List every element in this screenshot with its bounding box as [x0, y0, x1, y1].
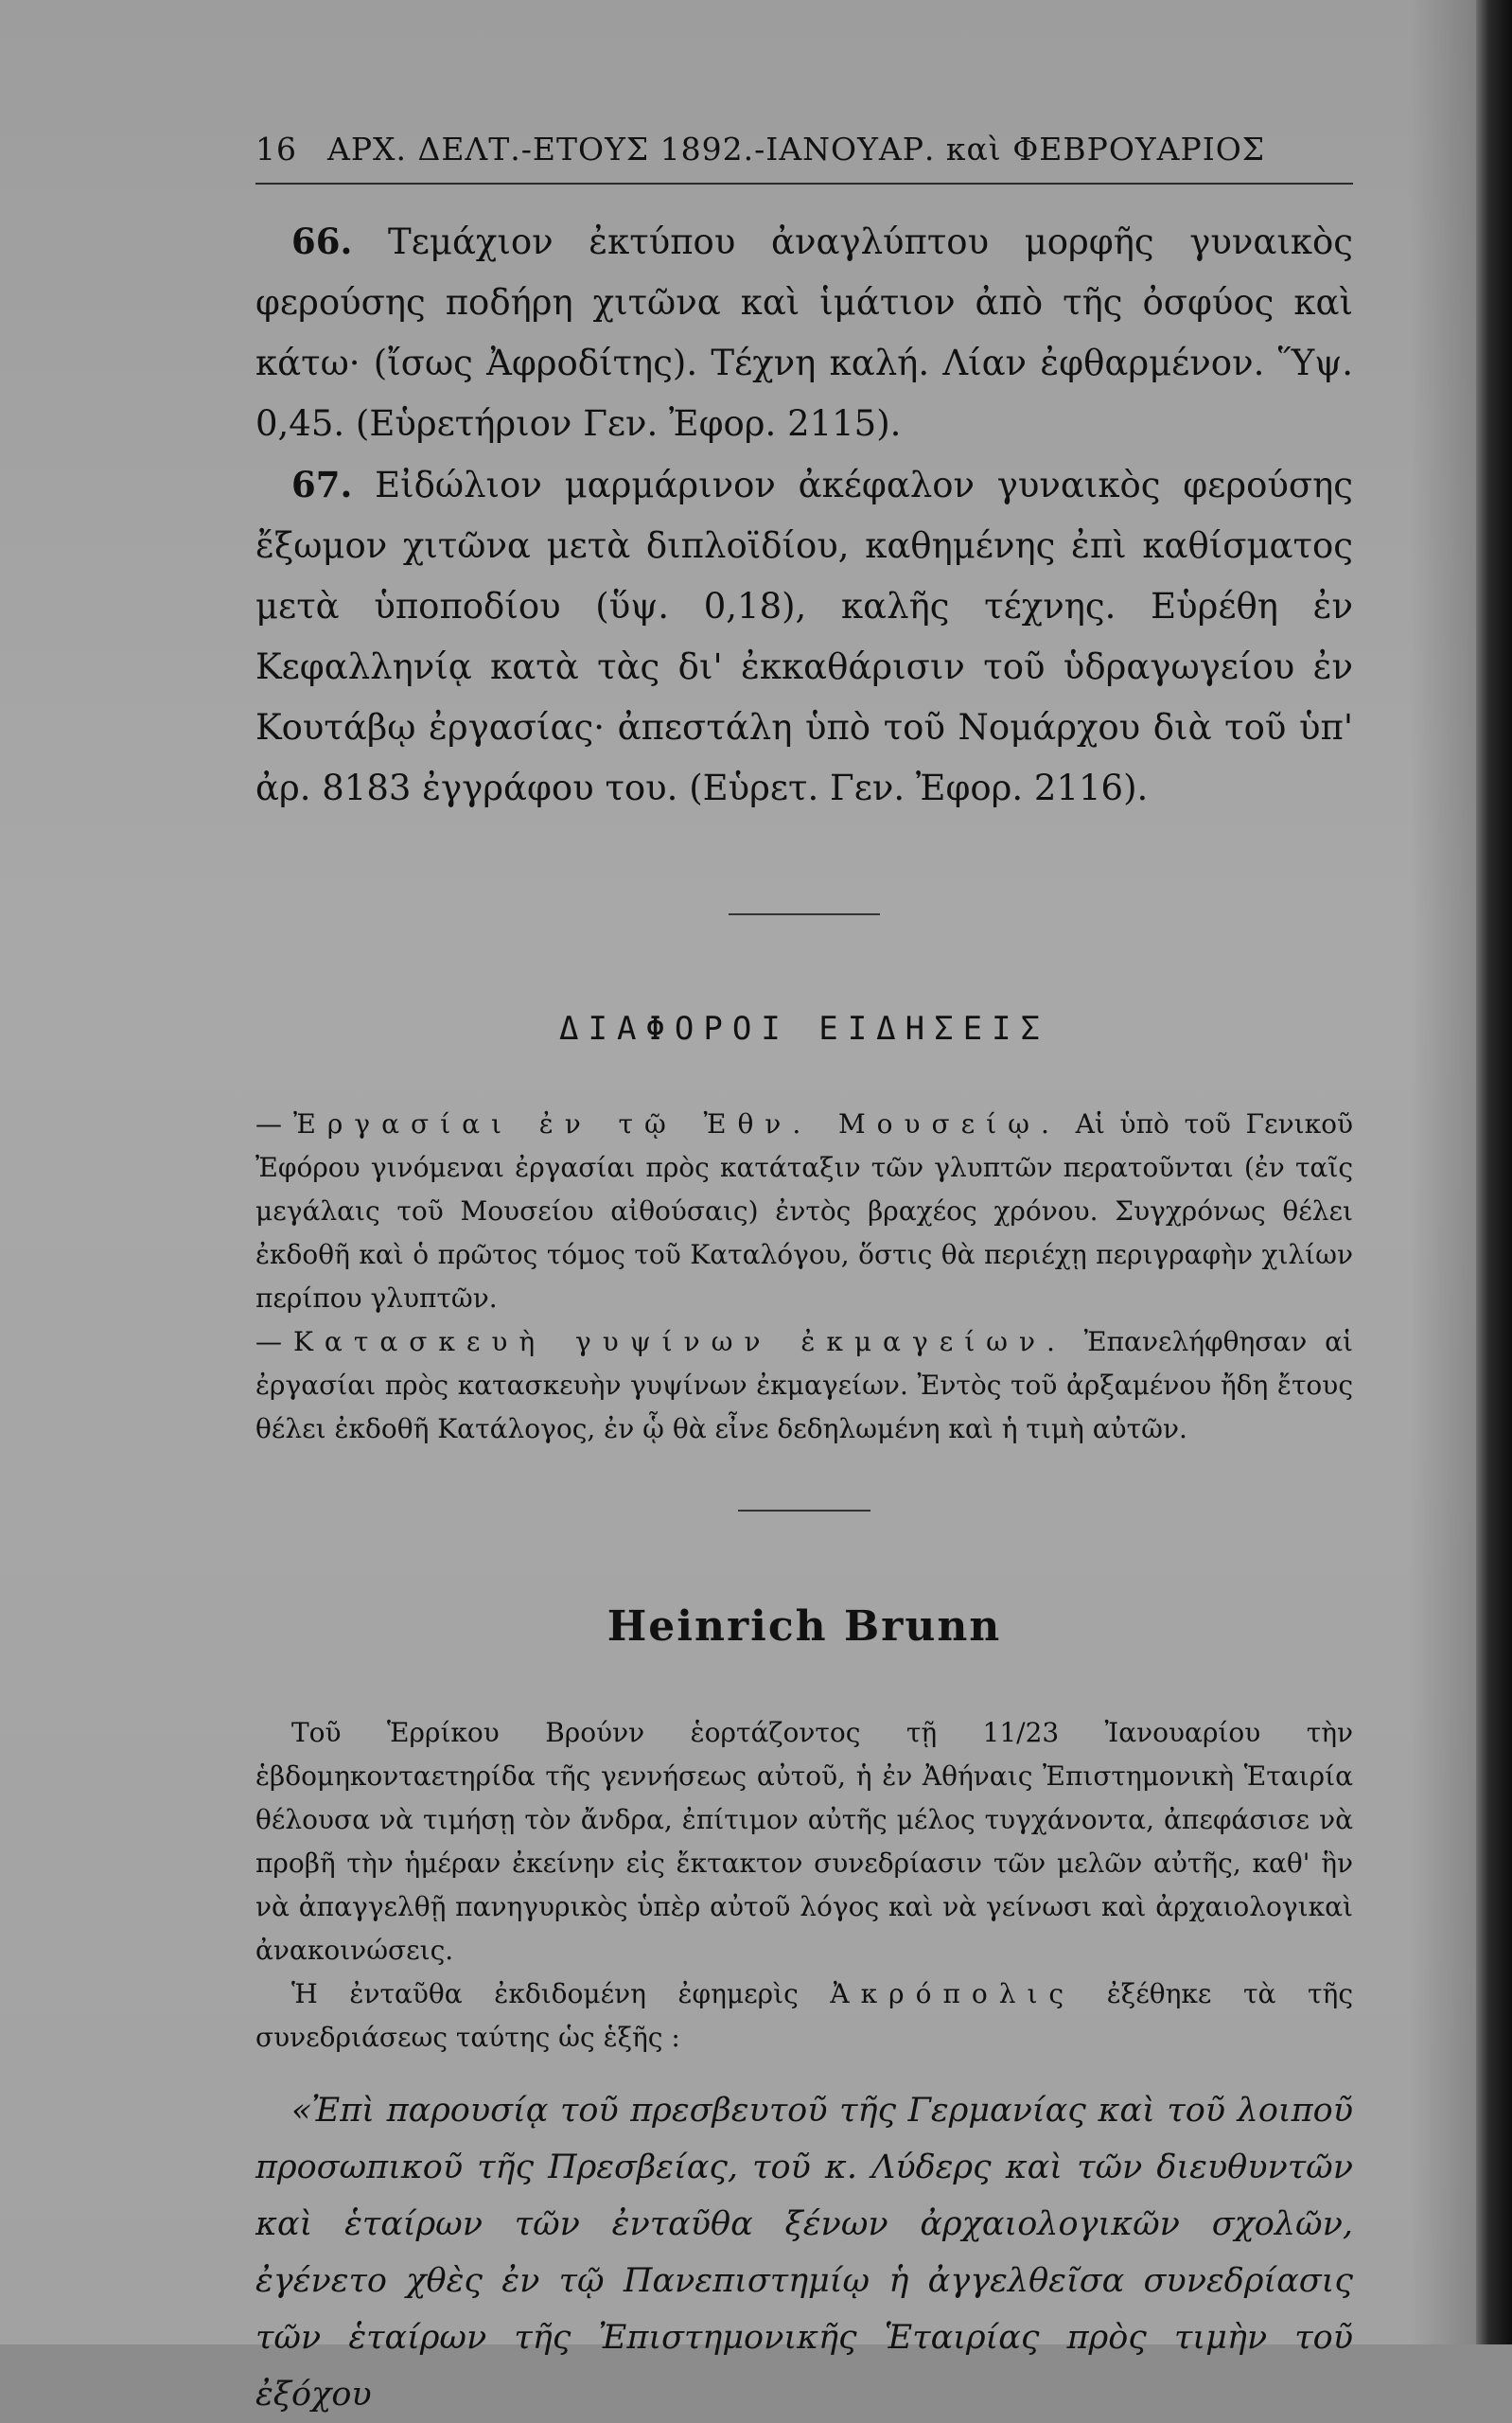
notice-museum-work — [255, 1103, 1353, 1320]
catalog-entry-67 — [255, 454, 1353, 819]
notice-lead: —Κατασκευὴ γυψίνων ἐκμαγείων. — [255, 1326, 1066, 1357]
notice-text: Ἐπανελήφθησαν αἱ ἐργασίαι πρὸς κατασκευὴν γυψίνων ἐκμαγείων. Ἐντὸς τοῦ ἀρξαμένου ἤδη ἔτους θέλει ἐκδοθῆ Κατάλογος, ἐν ᾧ θὰ εἶνε δεδηλωμένη καὶ ἡ τιμὴ αὐτῶν. — [255, 1326, 1353, 1444]
page-number: 16 — [255, 131, 297, 168]
article-quote: «Ἐπὶ παρουσίᾳ τοῦ πρεσβευτοῦ τῆς Γερμανίας καὶ τοῦ λοιποῦ προσωπικοῦ τῆς Πρεσβείας, τοῦ κ. Λύδερς καὶ τῶν διευθυντῶν καὶ ἑταίρων τῶν ἐνταῦθα ξένων ἀρχαιολογικῶν σχολῶν, ἐγένετο χθὲς ἐν τῷ Πανεπιστημίῳ ἡ ἀγγελθεῖσα συνεδρίασις τῶν ἑταίρων τῆς Ἐπιστημονικῆς Ἑταιρίας πρὸς τιμὴν τοῦ ἐξόχου — [255, 2092, 1353, 2414]
article-paragraph: Τοῦ Ἑρρίκου Βρούνν ἑορτάζοντος τῇ 11/23 Ἰανουαρίου τὴν ἑβδομηκονταετηρίδα τῆς γεννήσεως αὐτοῦ, ἡ ἐν Ἀθήναις Ἐπιστημονικὴ Ἑταιρία θέλουσα νὰ τιμήσῃ τὸν ἄνδρα, ἐπίτιμον αὐτῆς μέλος τυγχάνοντα, ἀπεφάσισε νὰ προβῆ τὴν ἡμέραν ἐκείνην εἰς ἔκτακτον συνεδρίασιν τῶν μελῶν αὐτῆς, καθ' ἣν νὰ ἀπαγγελθῇ πανηγυρικὸς ὑπὲρ αὐτοῦ λόγος καὶ νὰ γείνωσι καὶ ἀρχαιολογικαὶ ἀνακοινώσεις. — [255, 1717, 1353, 1966]
notice-plaster-casts — [255, 1320, 1353, 1451]
notice-text: Αἱ ὑπὸ τοῦ Γενικοῦ Ἐφόρου γινόμεναι ἐργασίαι πρὸς κατάταξιν τῶν γλυπτῶν περατοῦνται (ἐν ταῖς μεγάλαις τοῦ Μουσείου αἰθούσαις) ἐντὸς βραχέος χρόνου. Συγχρόνως θέλει ἐκδοθῆ καὶ ὁ πρῶτος τόμος τοῦ Καταλόγου, ὅστις θὰ περιέχῃ περιγραφὴν χιλίων περίπου γλυπτῶν. — [255, 1108, 1353, 1314]
catalog-entry-66 — [255, 211, 1353, 454]
running-header — [255, 131, 1353, 185]
article-heading: Heinrich Brunn — [607, 1602, 1002, 1651]
entry-number: 66. — [291, 221, 353, 262]
paragraph-text: ἐξέθηκε τὰ τῆς συνεδριάσεως ταύτης ὡς ἑξῆς : — [255, 1978, 1354, 2053]
newspaper-name: Ἀκρόπολις — [830, 1978, 1076, 2009]
notice-lead: —Ἐργασίαι ἐν τῷ Ἐθν. Μουσείῳ. — [255, 1108, 1061, 1140]
entry-text: Τεμάχιον ἐκτύπου ἀναγλύπτου μορφῆς γυναικὸς φερούσης ποδήρη χιτῶνα καὶ ἱμάτιον ἀπὸ τῆς ὀσφύος καὶ κάτω· (ἴσως Ἀφροδίτης). Τέχνη καλή. Λίαν ἐφθαρμένον. Ὕψ. 0,45. (Εὑρετήριον Γεν. Ἐφορ. 2115). — [255, 221, 1353, 444]
section-title: ΔΙΑΦΟΡΟΙ ΕΙΔΗΣΕΙΣ — [559, 1010, 1049, 1048]
running-title: ΑΡΧ. ΔΕΛΤ.-ΕΤΟΥΣ 1892.-ΙΑΝΟΥΑΡ. καὶ ΦΕΒΡΟΥΑΡΙΟΣ — [327, 131, 1266, 168]
page-content — [255, 131, 1353, 2423]
gutter-shadow — [1410, 0, 1476, 2344]
article-paragraph — [255, 1972, 1353, 2060]
paragraph-text: Ἡ ἐνταῦθα ἐκδιδομένη ἐφημερὶς — [291, 1978, 831, 2009]
entry-number: 67. — [291, 464, 353, 505]
book-binding-edge — [1476, 0, 1512, 2344]
section-divider — [729, 913, 880, 915]
entry-text: Εἰδώλιον μαρμάρινον ἀκέφαλον γυναικὸς φερούσης ἔξωμον χιτῶνα μετὰ διπλοϊδίου, καθημένης ἐπὶ καθίσματος μετὰ ὑποποδίου (ὕψ. 0,18), καλῆς τέχνης. Εὑρέθη ἐν Κεφαλληνίᾳ κατὰ τὰς δι' ἐκκαθάρισιν τοῦ ὑδραγωγείου ἐν Κουτάβῳ ἐργασίας· ἀπεστάλη ὑπὸ τοῦ Νομάρχου διὰ τοῦ ὑπ' ἀρ. 8183 ἐγγράφου του. (Εὑρετ. Γεν. Ἐφορ. 2116). — [255, 465, 1353, 808]
section-divider — [738, 1510, 870, 1512]
